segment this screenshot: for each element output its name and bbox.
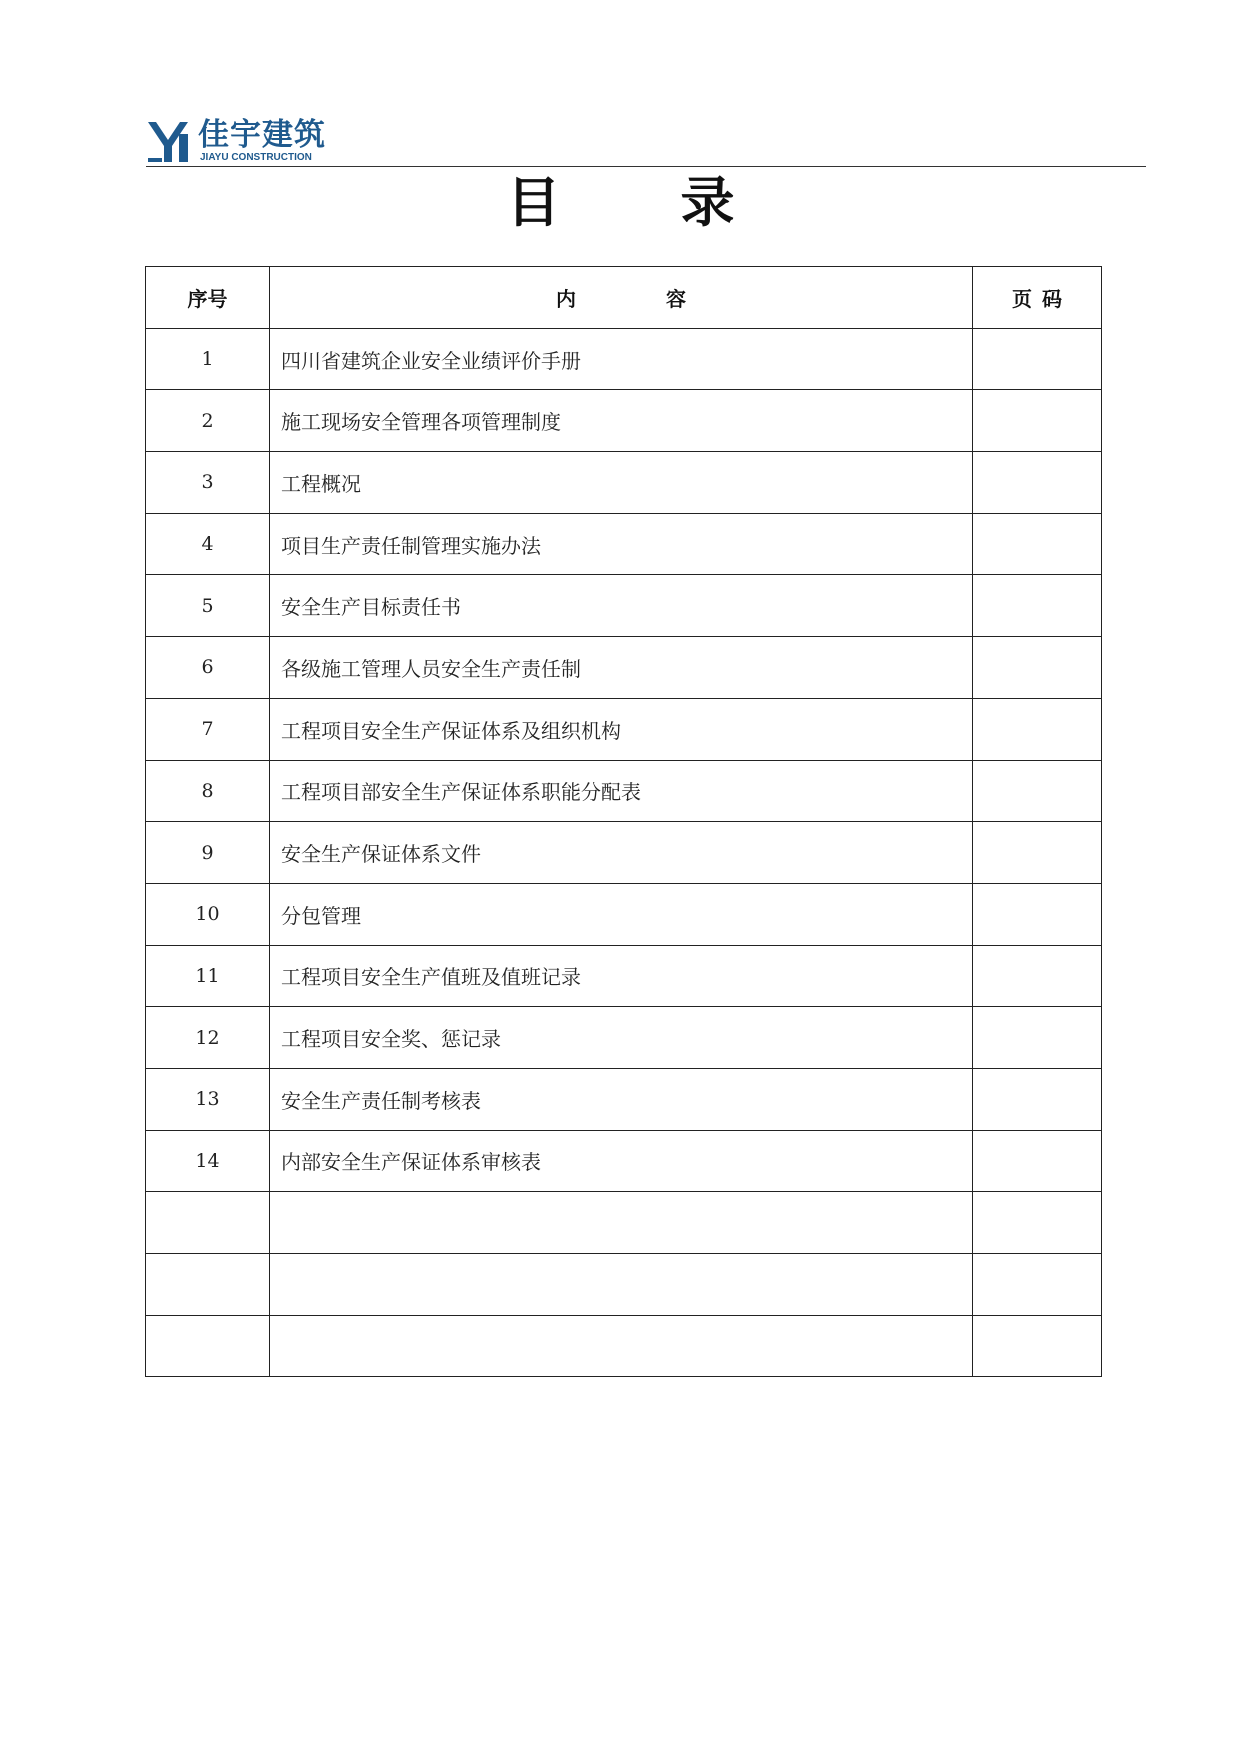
row-page-number — [973, 822, 1102, 884]
row-content: 工程项目安全生产保证体系及组织机构 — [270, 698, 973, 760]
row-number: 10 — [146, 883, 270, 945]
jiayu-logo-icon — [146, 120, 190, 164]
row-number: 14 — [146, 1130, 270, 1192]
table-row — [146, 822, 1102, 884]
table-row — [146, 637, 1102, 699]
table-row — [146, 760, 1102, 822]
row-content: 工程项目部安全生产保证体系职能分配表 — [270, 760, 973, 822]
header-page-char-1: 页 — [1012, 286, 1032, 311]
table-row — [146, 452, 1102, 514]
table-row — [146, 698, 1102, 760]
row-number: 9 — [146, 822, 270, 884]
table-row — [146, 328, 1102, 390]
row-content: 项目生产责任制管理实施办法 — [270, 513, 973, 575]
row-page-number — [973, 945, 1102, 1007]
row-page-number — [973, 1130, 1102, 1192]
table-row — [146, 1130, 1102, 1192]
row-page-number — [973, 575, 1102, 637]
row-number — [146, 1254, 270, 1316]
table-row — [146, 390, 1102, 452]
row-number: 2 — [146, 390, 270, 452]
table-row — [146, 1192, 1102, 1254]
toc-body — [146, 328, 1102, 1377]
row-page-number — [973, 1192, 1102, 1254]
table-row — [146, 1007, 1102, 1069]
row-page-number — [973, 1007, 1102, 1069]
row-content: 各级施工管理人员安全生产责任制 — [270, 637, 973, 699]
row-page-number — [973, 328, 1102, 390]
row-content: 工程概况 — [270, 452, 973, 514]
header-content — [270, 267, 973, 329]
row-page-number — [973, 760, 1102, 822]
table-row — [146, 1254, 1102, 1316]
brand-name-en: JIAYU CONSTRUCTION — [200, 152, 312, 163]
row-content: 施工现场安全管理各项管理制度 — [270, 390, 973, 452]
header-page-char-2: 码 — [1042, 286, 1062, 311]
row-content: 分包管理 — [270, 883, 973, 945]
table-row — [146, 1068, 1102, 1130]
row-content: 工程项目安全生产值班及值班记录 — [270, 945, 973, 1007]
row-page-number — [973, 1068, 1102, 1130]
row-page-number — [973, 1315, 1102, 1377]
row-content: 安全生产责任制考核表 — [270, 1068, 973, 1130]
row-content: 工程项目安全奖、惩记录 — [270, 1007, 973, 1069]
table-header-row — [146, 267, 1102, 329]
row-number: 3 — [146, 452, 270, 514]
row-content: 四川省建筑企业安全业绩评价手册 — [270, 328, 973, 390]
header-number: 序号 — [146, 267, 270, 329]
row-content: 安全生产保证体系文件 — [270, 822, 973, 884]
row-page-number — [973, 698, 1102, 760]
row-page-number — [973, 1254, 1102, 1316]
row-page-number — [973, 883, 1102, 945]
title-char-1: 目 — [506, 171, 561, 234]
table-row — [146, 513, 1102, 575]
row-page-number — [973, 452, 1102, 514]
row-content: 安全生产目标责任书 — [270, 575, 973, 637]
brand-name-cn: 佳宇建筑 — [198, 117, 326, 153]
row-content — [270, 1315, 973, 1377]
page-header — [146, 118, 1146, 166]
row-page-number — [973, 637, 1102, 699]
toc-table — [145, 266, 1102, 1377]
row-number: 11 — [146, 945, 270, 1007]
row-number: 8 — [146, 760, 270, 822]
title-char-2: 录 — [680, 171, 735, 234]
table-row — [146, 1315, 1102, 1377]
row-number: 1 — [146, 328, 270, 390]
header-content-char-1: 内 — [556, 286, 576, 311]
row-number: 12 — [146, 1007, 270, 1069]
header-page — [973, 267, 1102, 329]
row-page-number — [973, 513, 1102, 575]
header-divider — [146, 166, 1146, 167]
table-row — [146, 575, 1102, 637]
row-number: 5 — [146, 575, 270, 637]
row-number: 6 — [146, 637, 270, 699]
page-title — [0, 168, 1241, 238]
row-number — [146, 1192, 270, 1254]
header-content-char-2: 容 — [666, 286, 686, 311]
row-content: 内部安全生产保证体系审核表 — [270, 1130, 973, 1192]
row-content — [270, 1192, 973, 1254]
row-number: 13 — [146, 1068, 270, 1130]
row-number: 4 — [146, 513, 270, 575]
row-page-number — [973, 390, 1102, 452]
row-content — [270, 1254, 973, 1316]
table-row — [146, 945, 1102, 1007]
row-number — [146, 1315, 270, 1377]
table-row — [146, 883, 1102, 945]
row-number: 7 — [146, 698, 270, 760]
